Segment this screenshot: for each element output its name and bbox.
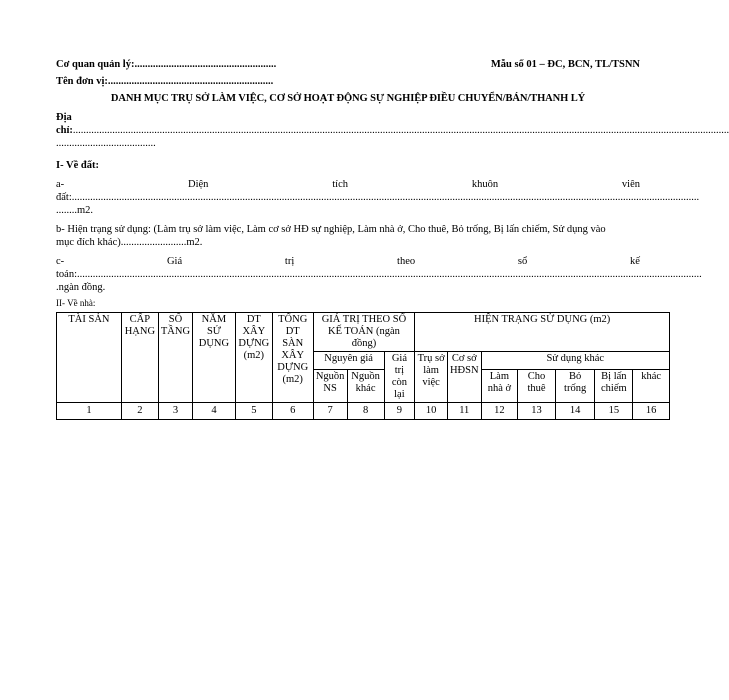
house-heading: II- Về nhà: (56, 298, 96, 308)
land-a-line-1 (56, 178, 640, 191)
column-number: 10 (415, 403, 448, 420)
column-number: 11 (447, 403, 481, 420)
col-dt-xay-dung: DT XÂY DỰNG (m2) (235, 313, 272, 403)
col-nguon-khac: Nguồn khác (347, 370, 384, 403)
column-number: 7 (313, 403, 347, 420)
col-gia-tri-con-lai: Giá trị còn lại (384, 352, 415, 403)
land-a-line-2: đất:............................................................................................................................................................................................................................................... (56, 192, 700, 203)
col-nam-su-dung: NĂM SỬ DỤNG (193, 313, 236, 403)
address-label-2: chỉ: (56, 125, 73, 136)
land-c-word: Giá (166, 256, 183, 267)
address-line-1 (56, 124, 729, 137)
land-a-word: tích (332, 179, 348, 190)
address-line-2: ...................................... (56, 138, 156, 149)
unit-label: Tên đơn vị:............................................................... (56, 76, 274, 87)
land-a-word: viên (621, 179, 640, 190)
form-code: Mẫu số 01 – ĐC, BCN, TL/TSNN (490, 59, 640, 70)
column-number: 12 (481, 403, 518, 420)
col-bo-trong: Bỏ trống (555, 370, 595, 403)
col-su-dung-khac: Sử dụng khác (481, 352, 669, 370)
land-c-line-1 (56, 255, 640, 268)
col-nguon-ns: Nguồn NS (313, 370, 347, 403)
column-number: 13 (518, 403, 556, 420)
column-number: 1 (57, 403, 122, 420)
col-khac: khác (633, 370, 670, 403)
column-number-row (57, 403, 670, 420)
column-number: 5 (235, 403, 272, 420)
col-tai-san: TÀI SẢN (57, 313, 122, 403)
column-number: 15 (595, 403, 633, 420)
address-dots-1: .......................................................................................................................................................................................................................................................... (72, 125, 729, 136)
col-tong-dt: TỔNG DT SÀN XÂY DỰNG (m2) (272, 313, 313, 403)
land-c-word: theo (397, 256, 416, 267)
column-number: 6 (272, 403, 313, 420)
col-bi-lan-chiem: Bị lấn chiếm (595, 370, 633, 403)
col-co-so: Cơ sở HĐSN (447, 352, 481, 403)
column-number: 4 (193, 403, 236, 420)
land-b-line-2: mục đích khác).........................m2. (56, 237, 203, 248)
column-number: 8 (347, 403, 384, 420)
col-hien-trang: HIỆN TRẠNG SỬ DỤNG (m2) (415, 313, 670, 352)
column-number: 16 (633, 403, 670, 420)
land-c-line-3: .ngàn đồng. (56, 282, 106, 293)
header-row-1 (57, 313, 670, 352)
land-heading: I- Về đất: (56, 160, 99, 171)
land-a-line-3: ........m2. (56, 205, 94, 216)
col-gia-tri: GIÁ TRỊ THEO SỔ KẾ TOÁN (ngàn đồng) (313, 313, 415, 352)
land-a-word: khuôn (471, 179, 499, 190)
header-row (56, 58, 640, 72)
column-number: 9 (384, 403, 415, 420)
land-b-line-1: b- Hiện trạng sử dụng: (Làm trụ sở làm việc, Làm cơ sở HĐ sự nghiệp, Làm nhà ở, Cho thuê, Bỏ trống, Bị lấn chiếm, Sử dụng vào (56, 224, 606, 235)
land-c-word: trị (284, 256, 295, 267)
col-cho-thue: Cho thuê (518, 370, 556, 403)
document-title: DANH MỤC TRỤ SỞ LÀM VIỆC, CƠ SỞ HOẠT ĐỘNG SỰ NGHIỆP ĐIỀU CHUYỂN/BÁN/THANH LÝ (110, 93, 586, 104)
land-c-word: c- (56, 256, 65, 267)
land-a-word: Diện (188, 179, 209, 190)
address-label-1: Địa (56, 112, 72, 123)
col-lam-nha-o: Làm nhà ở (481, 370, 518, 403)
land-c-line-2: toán:.............................................................................................................................................................................................................................................. (56, 269, 702, 280)
form-page (56, 58, 729, 420)
col-so-tang: SỐ TẦNG (158, 313, 192, 403)
agency-label: Cơ quan quản lý:...................................................... (56, 59, 277, 70)
col-tru-so: Trụ sở làm việc (415, 352, 448, 403)
land-c-word: kế (630, 256, 640, 267)
land-c-word: sổ (517, 256, 528, 267)
column-number: 14 (555, 403, 595, 420)
land-a-word: a- (56, 179, 65, 190)
column-number: 2 (121, 403, 158, 420)
col-nguyen-gia: Nguyên giá (313, 352, 384, 370)
col-cap-hang: CẤP HẠNG (121, 313, 158, 403)
house-table (56, 312, 670, 420)
column-number: 3 (158, 403, 192, 420)
